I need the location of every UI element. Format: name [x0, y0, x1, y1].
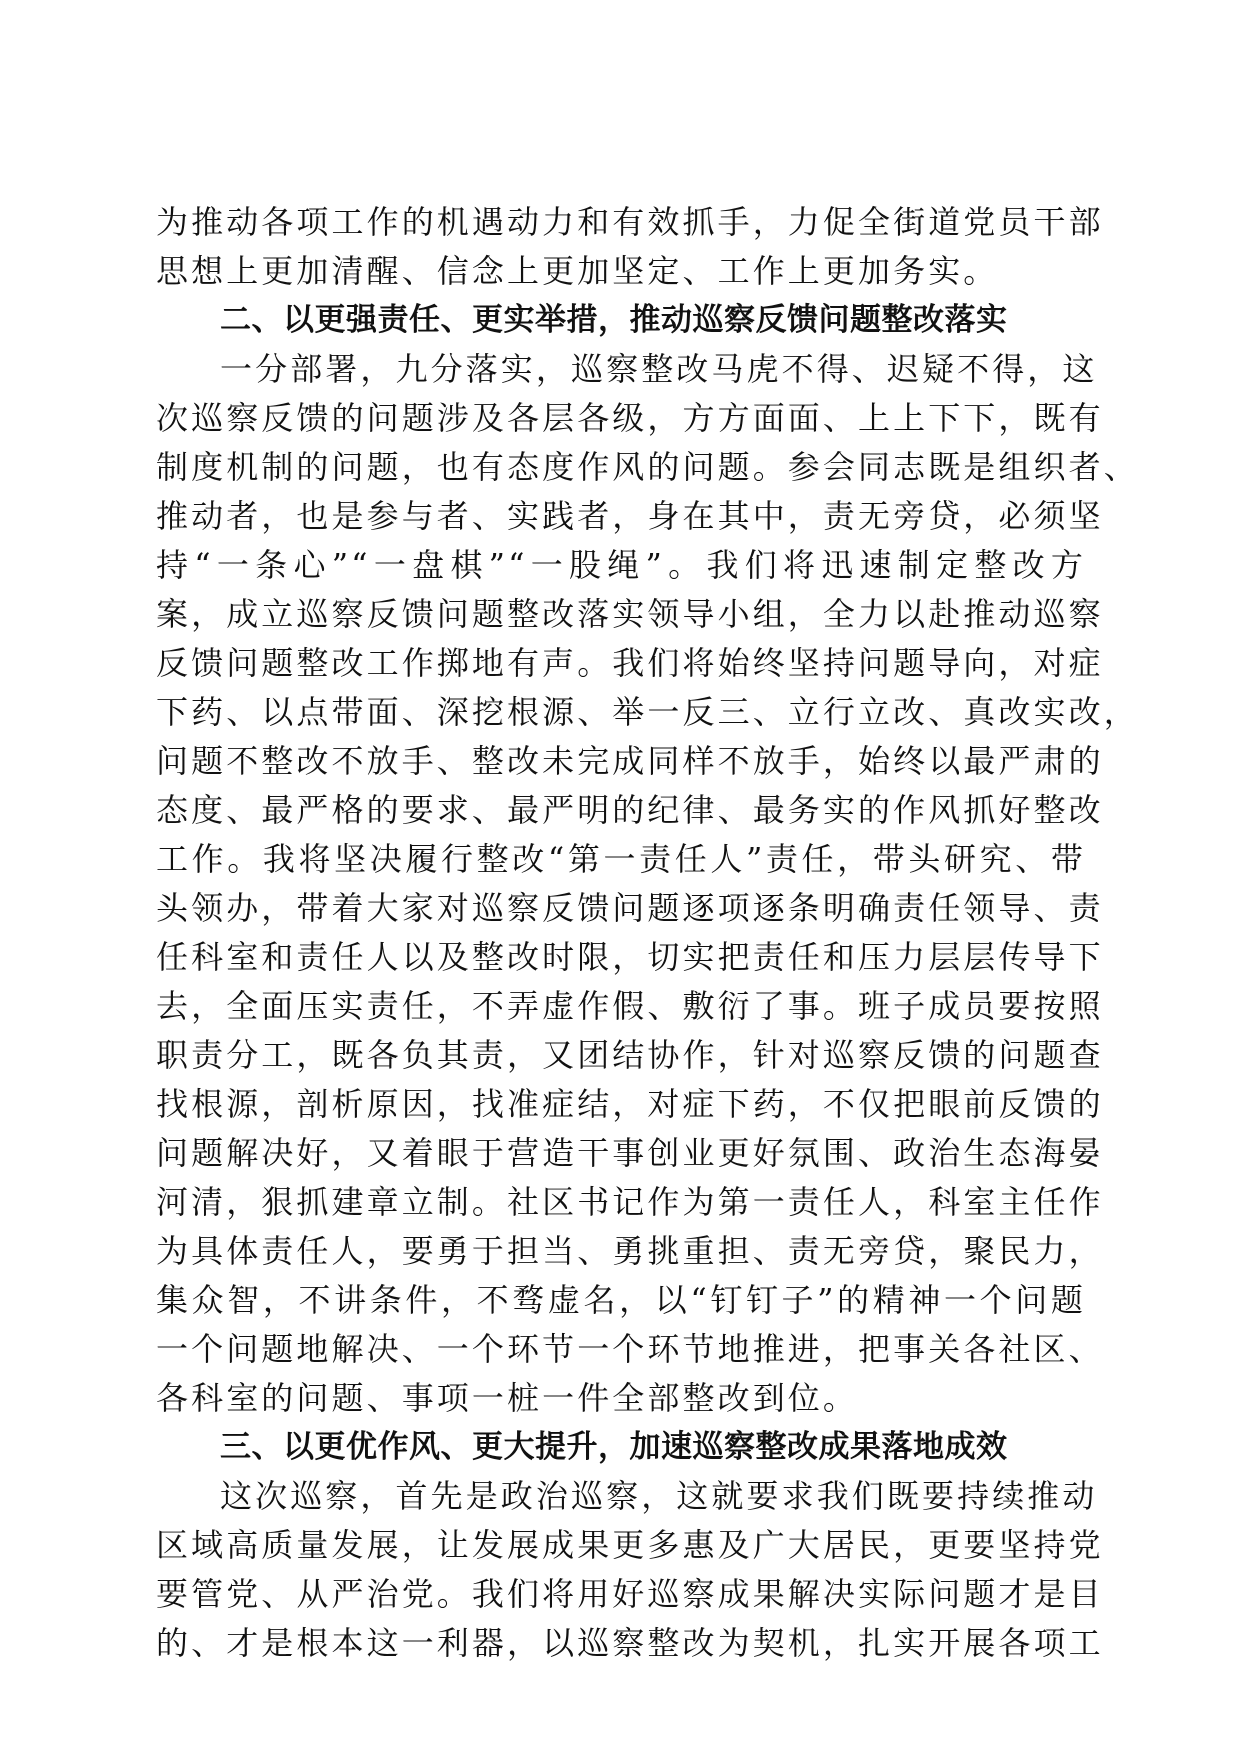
paragraph-section-2	[156, 345, 1139, 1423]
text-line: 态度、最严格的要求、最严明的纪律、最务实的作风抓好整改	[156, 791, 1104, 829]
text-line: 一个问题地解决、一个环节一个环节地推进，把事关各社区、	[156, 1330, 1104, 1368]
text-line: 下药、以点带面、深挖根源、举一反三、立行立改、真改实改，	[156, 693, 1139, 731]
section-heading-2: 二、以更强责任、更实举措，推动巡察反馈问题整改落实	[220, 302, 1008, 338]
text-line: 职责分工，既各负其责，又团结协作，针对巡察反馈的问题查	[156, 1036, 1104, 1074]
section-heading-3: 三、以更优作风、更大提升，加速巡察整改成果落地成效	[220, 1429, 1008, 1465]
text-line: 头领办，带着大家对巡察反馈问题逐项逐条明确责任领导、责	[156, 889, 1104, 927]
text-line: 区域高质量发展，让发展成果更多惠及广大居民，更要坚持党	[156, 1526, 1104, 1564]
text-line: 集众智，不讲条件，不骛虚名，以“钉钉子”的精神一个问题	[156, 1281, 1086, 1319]
text-line: 各科室的问题、事项一桩一件全部整改到位。	[156, 1379, 859, 1417]
text-line: 的、才是根本这一利器，以巡察整改为契机，扎实开展各项工	[156, 1624, 1104, 1662]
document-body	[156, 198, 1139, 1668]
text-line: 问题解决好，又着眼于营造干事创业更好氛围、政治生态海晏	[156, 1134, 1104, 1172]
paragraph-continuation	[156, 198, 1104, 296]
text-line: 为具体责任人，要勇于担当、勇挑重担、责无旁贷，聚民力，	[156, 1232, 1104, 1270]
text-line: 工作。我将坚决履行整改“第一责任人”责任，带头研究、带	[156, 840, 1086, 878]
text-line: 制度机制的问题，也有态度作风的问题。参会同志既是组织者、	[156, 448, 1139, 486]
paragraph-section-3	[156, 1472, 1104, 1668]
text-line: 为推动各项工作的机遇动力和有效抓手，力促全街道党员干部	[156, 203, 1104, 241]
text-line: 反馈问题整改工作掷地有声。我们将始终坚持问题导向，对症	[156, 644, 1104, 682]
text-line: 去，全面压实责任，不弄虚作假、敷衍了事。班子成员要按照	[156, 987, 1104, 1025]
text-line: 一分部署，九分落实，巡察整改马虎不得、迟疑不得，这	[220, 350, 1098, 388]
text-line: 找根源，剖析原因，找准症结，对症下药，不仅把眼前反馈的	[156, 1085, 1104, 1123]
text-line: 任科室和责任人以及整改时限，切实把责任和压力层层传导下	[156, 938, 1104, 976]
text-line: 思想上更加清醒、信念上更加坚定、工作上更加务实。	[156, 252, 999, 290]
text-line: 河清，狠抓建章立制。社区书记作为第一责任人，科室主任作	[156, 1183, 1104, 1221]
text-line: 问题不整改不放手、整改未完成同样不放手，始终以最严肃的	[156, 742, 1104, 780]
text-line: 持“一条心”“一盘棋”“一股绳”。我们将迅速制定整改方	[156, 546, 1086, 584]
text-line: 案，成立巡察反馈问题整改落实领导小组，全力以赴推动巡察	[156, 595, 1104, 633]
text-line: 次巡察反馈的问题涉及各层各级，方方面面、上上下下，既有	[156, 399, 1104, 437]
text-line: 要管党、从严治党。我们将用好巡察成果解决实际问题才是目	[156, 1575, 1104, 1613]
text-line: 这次巡察，首先是政治巡察，这就要求我们既要持续推动	[220, 1477, 1098, 1515]
text-line: 推动者，也是参与者、实践者，身在其中，责无旁贷，必须坚	[156, 497, 1104, 535]
